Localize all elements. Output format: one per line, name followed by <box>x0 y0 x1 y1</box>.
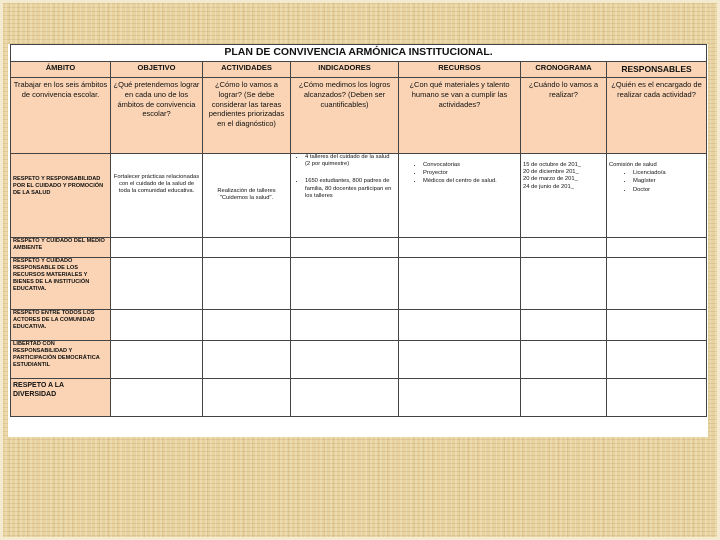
question-recursos: ¿Con qué materiales y talento humano se van a cumplir las actividades? <box>399 78 521 154</box>
ambito-salud: RESPETO Y RESPONSABILIDAD POR EL CUIDADO Y PROMOCIÓN DE LA SALUD <box>11 154 111 238</box>
table-row <box>11 238 707 258</box>
list-item: • Magíster <box>633 178 704 185</box>
responsables-salud <box>607 154 707 238</box>
header-ambito: ÁMBITO <box>11 62 111 78</box>
ambito-respeto-actores: RESPETO ENTRE TODOS LOS ACTORES DE LA COMUNIDAD EDUCATIVA. <box>11 310 111 341</box>
list-item: • Licenciado/a <box>633 170 704 177</box>
list-item: • Convocatorias <box>423 162 518 169</box>
table-row <box>11 341 707 379</box>
header-recursos: RECURSOS <box>399 62 521 78</box>
cronograma-date: 20 de diciembre 201_ <box>523 169 579 176</box>
table-row <box>11 310 707 341</box>
question-responsables: ¿Quién es el encargado de realizar cada actividad? <box>607 78 707 154</box>
plan-panel <box>8 44 708 437</box>
ambito-diversidad: RESPETO A LA DIVERSIDAD <box>11 379 111 417</box>
header-objetivo: OBJETIVO <box>111 62 203 78</box>
header-cronograma: CRONOGRAMA <box>521 62 607 78</box>
list-item: • Proyector <box>423 170 518 177</box>
recursos-salud <box>399 154 521 238</box>
responsables-title: Comisión de salud <box>609 162 657 168</box>
header-responsables: RESPONSABLES <box>607 62 707 78</box>
header-row <box>11 62 707 78</box>
header-actividades: ACTIVIDADES <box>203 62 291 78</box>
actividades-salud: Realización de talleres "Cuidemos la salud". <box>203 154 291 238</box>
list-item: • 1650 estudiantes, 800 padres de familia, 80 docentes participan en los talleres <box>305 178 396 200</box>
list-item: • Médicos del centro de salud. <box>423 178 518 185</box>
question-row <box>11 78 707 154</box>
question-ambito: Trabajar en los seis ámbitos de convivencia escolar. <box>11 78 111 154</box>
cronograma-date: 15 de octubre de 201_ <box>523 162 582 168</box>
ambito-medio-ambiente: RESPETO Y CUIDADO DEL MEDIO AMBIENTE <box>11 238 111 258</box>
cronograma-date: 24 de junio de 201_ <box>523 183 574 190</box>
cronograma-salud <box>521 154 607 238</box>
ambito-recursos-materiales: RESPETO Y CUIDADO RESPONSABLE DE LOS RECURSOS MATERIALES Y BIENES DE LA INSTITUCIÓN EDUCATIVA. <box>11 258 111 310</box>
question-actividades: ¿Cómo lo vamos a lograr? (Se debe considerar las tareas pendientes priorizadas en el diagnóstico) <box>203 78 291 154</box>
table-row <box>11 154 707 238</box>
header-indicadores: INDICADORES <box>291 62 399 78</box>
objetivo-salud: Fortalecer prácticas relacionadas con el cuidado de la salud de toda la comunidad educativa. <box>111 154 203 238</box>
table-row <box>11 379 707 417</box>
ambito-libertad-participacion: LIBERTAD CON RESPONSABILIDAD Y PARTICIPACIÓN DEMOCRÁTICA ESTUDIANTIL <box>11 341 111 379</box>
list-item: • Doctor <box>633 187 704 194</box>
plan-table <box>10 44 707 417</box>
cronograma-date: 20 de marzo de 201_ <box>523 176 578 183</box>
question-objetivo: ¿Qué pretendemos lograr en cada uno de los ámbitos de convivencia escolar? <box>111 78 203 154</box>
question-cronograma: ¿Cuándo lo vamos a realizar? <box>521 78 607 154</box>
table-title: PLAN DE CONVIVENCIA ARMÓNICA INSTITUCIONAL. <box>11 45 707 62</box>
table-row <box>11 258 707 310</box>
question-indicadores: ¿Cómo medimos los logros alcanzados? (Deben ser cuantificables) <box>291 78 399 154</box>
indicadores-salud <box>291 154 399 238</box>
list-item: • 4 talleres del cuidado de la salud (2 por quimestre) <box>305 154 396 168</box>
